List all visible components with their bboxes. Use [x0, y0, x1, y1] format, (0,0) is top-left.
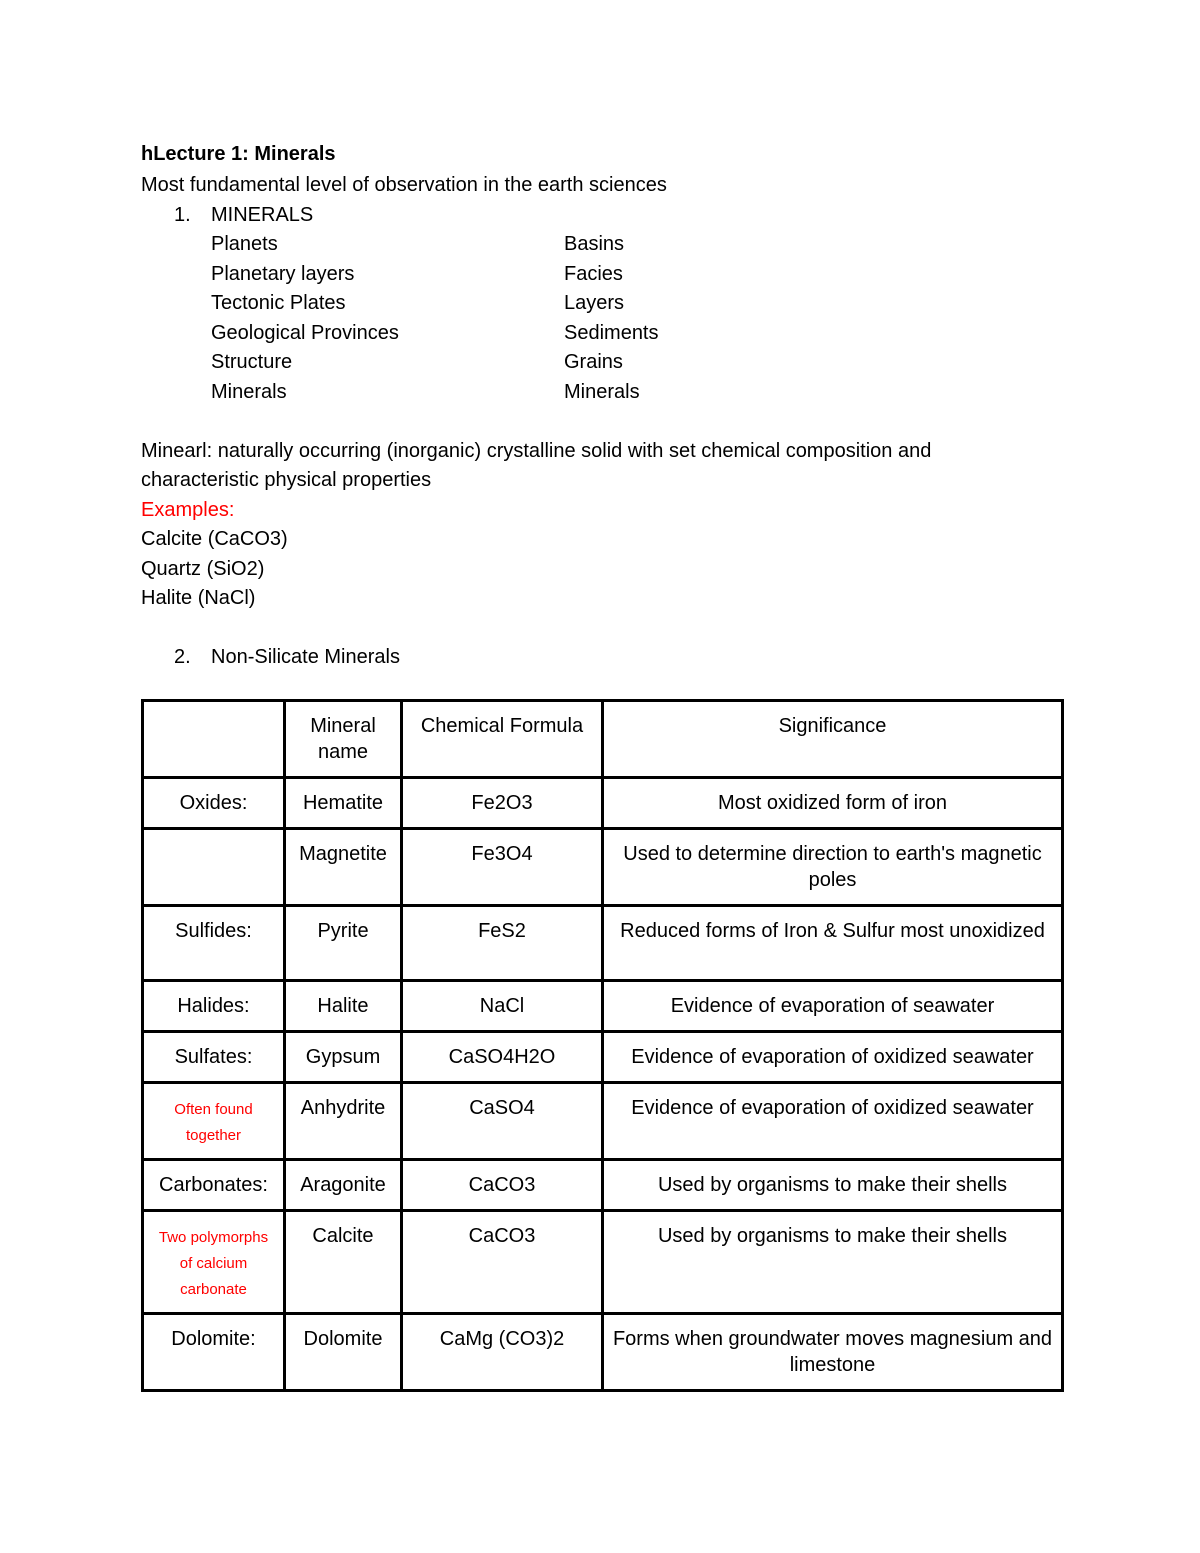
- hierarchy-row: [141, 230, 1063, 260]
- definition-line-1: Minearl: naturally occurring (inorganic) crystalline solid with set chemical composition and: [141, 439, 932, 462]
- section-2-heading: [141, 643, 1063, 673]
- hierarchy-right-item: Sediments: [564, 321, 659, 344]
- example-item: Quartz (SiO2): [141, 557, 265, 580]
- group-annotation-cell: [143, 1211, 285, 1314]
- group-cell: Sulfates:: [143, 1032, 285, 1083]
- hierarchy-left-item: Geological Provinces: [211, 321, 399, 344]
- hierarchy-left-item: Planets: [211, 233, 278, 255]
- hierarchy-row: [141, 319, 1063, 349]
- hierarchy-right-item: Layers: [564, 292, 625, 314]
- hierarchy-row: [141, 378, 1063, 408]
- mineral-name-cell: Hematite: [285, 778, 402, 829]
- formula-cell: NaCl: [402, 981, 603, 1032]
- hierarchy-row: [141, 260, 1063, 290]
- header-cell: Mineral name: [285, 701, 402, 778]
- table-row: [143, 1211, 1063, 1314]
- table-row: [143, 1314, 1063, 1391]
- mineral-name-cell: Calcite: [285, 1211, 402, 1314]
- mineral-name-cell: Halite: [285, 981, 402, 1032]
- significance-cell: Used to determine direction to earth's magnetic poles: [603, 829, 1063, 906]
- header-cell: Significance: [603, 701, 1063, 778]
- significance-cell: Evidence of evaporation of oxidized seawater: [603, 1083, 1063, 1160]
- example-item: Halite (NaCl): [141, 587, 256, 609]
- table-row: [143, 1032, 1063, 1083]
- hierarchy-left-item: Minerals: [211, 380, 287, 403]
- section-2-number: 2.: [174, 646, 191, 668]
- mineral-name-cell: Gypsum: [285, 1032, 402, 1083]
- hierarchy-left-item: Planetary layers: [211, 262, 355, 285]
- significance-cell: Evidence of evaporation of oxidized seawater: [603, 1032, 1063, 1083]
- table-row: [143, 829, 1063, 906]
- hierarchy-right-item: Minerals: [564, 380, 640, 403]
- mineral-name-cell: Aragonite: [285, 1160, 402, 1211]
- group-cell: Sulfides:: [143, 906, 285, 981]
- mineral-name-cell: Dolomite: [285, 1314, 402, 1391]
- mineral-name-cell: Pyrite: [285, 906, 402, 981]
- section-1-heading: [141, 201, 1063, 231]
- significance-cell: Used by organisms to make their shells: [603, 1211, 1063, 1314]
- formula-cell: FeS2: [402, 906, 603, 981]
- mineral-name-cell: Magnetite: [285, 829, 402, 906]
- table-row: [143, 981, 1063, 1032]
- significance-cell: Forms when groundwater moves magnesium and limestone: [603, 1314, 1063, 1391]
- header-cell: [143, 701, 285, 778]
- hierarchy-right-item: Facies: [564, 262, 623, 285]
- hierarchy-row: [141, 348, 1063, 378]
- hierarchy-right-item: Basins: [564, 233, 625, 255]
- table-header-row: [143, 701, 1063, 778]
- group-cell: [143, 829, 285, 906]
- formula-cell: CaMg (CO3)2: [402, 1314, 603, 1391]
- group-cell: Halides:: [143, 981, 285, 1032]
- hierarchy-row: [141, 289, 1063, 319]
- significance-cell: Most oxidized form of iron: [603, 778, 1063, 829]
- header-cell: Chemical Formula: [402, 701, 603, 778]
- document-body: [141, 138, 1063, 673]
- formula-cell: CaSO4H2O: [402, 1032, 603, 1083]
- page-title: hLecture 1: Minerals: [141, 143, 336, 165]
- minerals-table: [141, 699, 1064, 1392]
- example-item: Calcite (CaCO3): [141, 528, 288, 550]
- formula-cell: CaCO3: [402, 1160, 603, 1211]
- group-annotation: Two polymorphs of calcium carbonate: [158, 1229, 269, 1298]
- group-cell: Carbonates:: [143, 1160, 285, 1211]
- hierarchy-left-item: Tectonic Plates: [211, 292, 346, 314]
- spacer: [141, 407, 1063, 437]
- examples-heading: Examples:: [141, 498, 235, 521]
- intro-text: Most fundamental level of observation in the earth sciences: [141, 174, 667, 196]
- definition-line-2: characteristic physical properties: [141, 469, 432, 491]
- formula-cell: Fe3O4: [402, 829, 603, 906]
- mineral-name-cell: Anhydrite: [285, 1083, 402, 1160]
- hierarchy-right-item: Grains: [564, 351, 623, 373]
- group-annotation: Often found together: [174, 1101, 253, 1144]
- significance-cell: Used by organisms to make their shells: [603, 1160, 1063, 1211]
- significance-cell: Reduced forms of Iron & Sulfur most unoxidized: [603, 906, 1063, 981]
- hierarchy-left-item: Structure: [211, 351, 293, 373]
- group-annotation-cell: [143, 1083, 285, 1160]
- section-2-title: Non-Silicate Minerals: [211, 646, 400, 668]
- table-row: [143, 1083, 1063, 1160]
- table-row: [143, 1160, 1063, 1211]
- group-cell: Dolomite:: [143, 1314, 285, 1391]
- formula-cell: Fe2O3: [402, 778, 603, 829]
- significance-cell: Evidence of evaporation of seawater: [603, 981, 1063, 1032]
- formula-cell: CaSO4: [402, 1083, 603, 1160]
- section-1-number: 1.: [174, 203, 191, 226]
- table-row: [143, 906, 1063, 981]
- table-row: [143, 778, 1063, 829]
- spacer: [141, 614, 1063, 644]
- group-cell: Oxides:: [143, 778, 285, 829]
- formula-cell: CaCO3: [402, 1211, 603, 1314]
- section-1-title: MINERALS: [211, 203, 314, 226]
- hierarchy-columns: [141, 230, 1063, 407]
